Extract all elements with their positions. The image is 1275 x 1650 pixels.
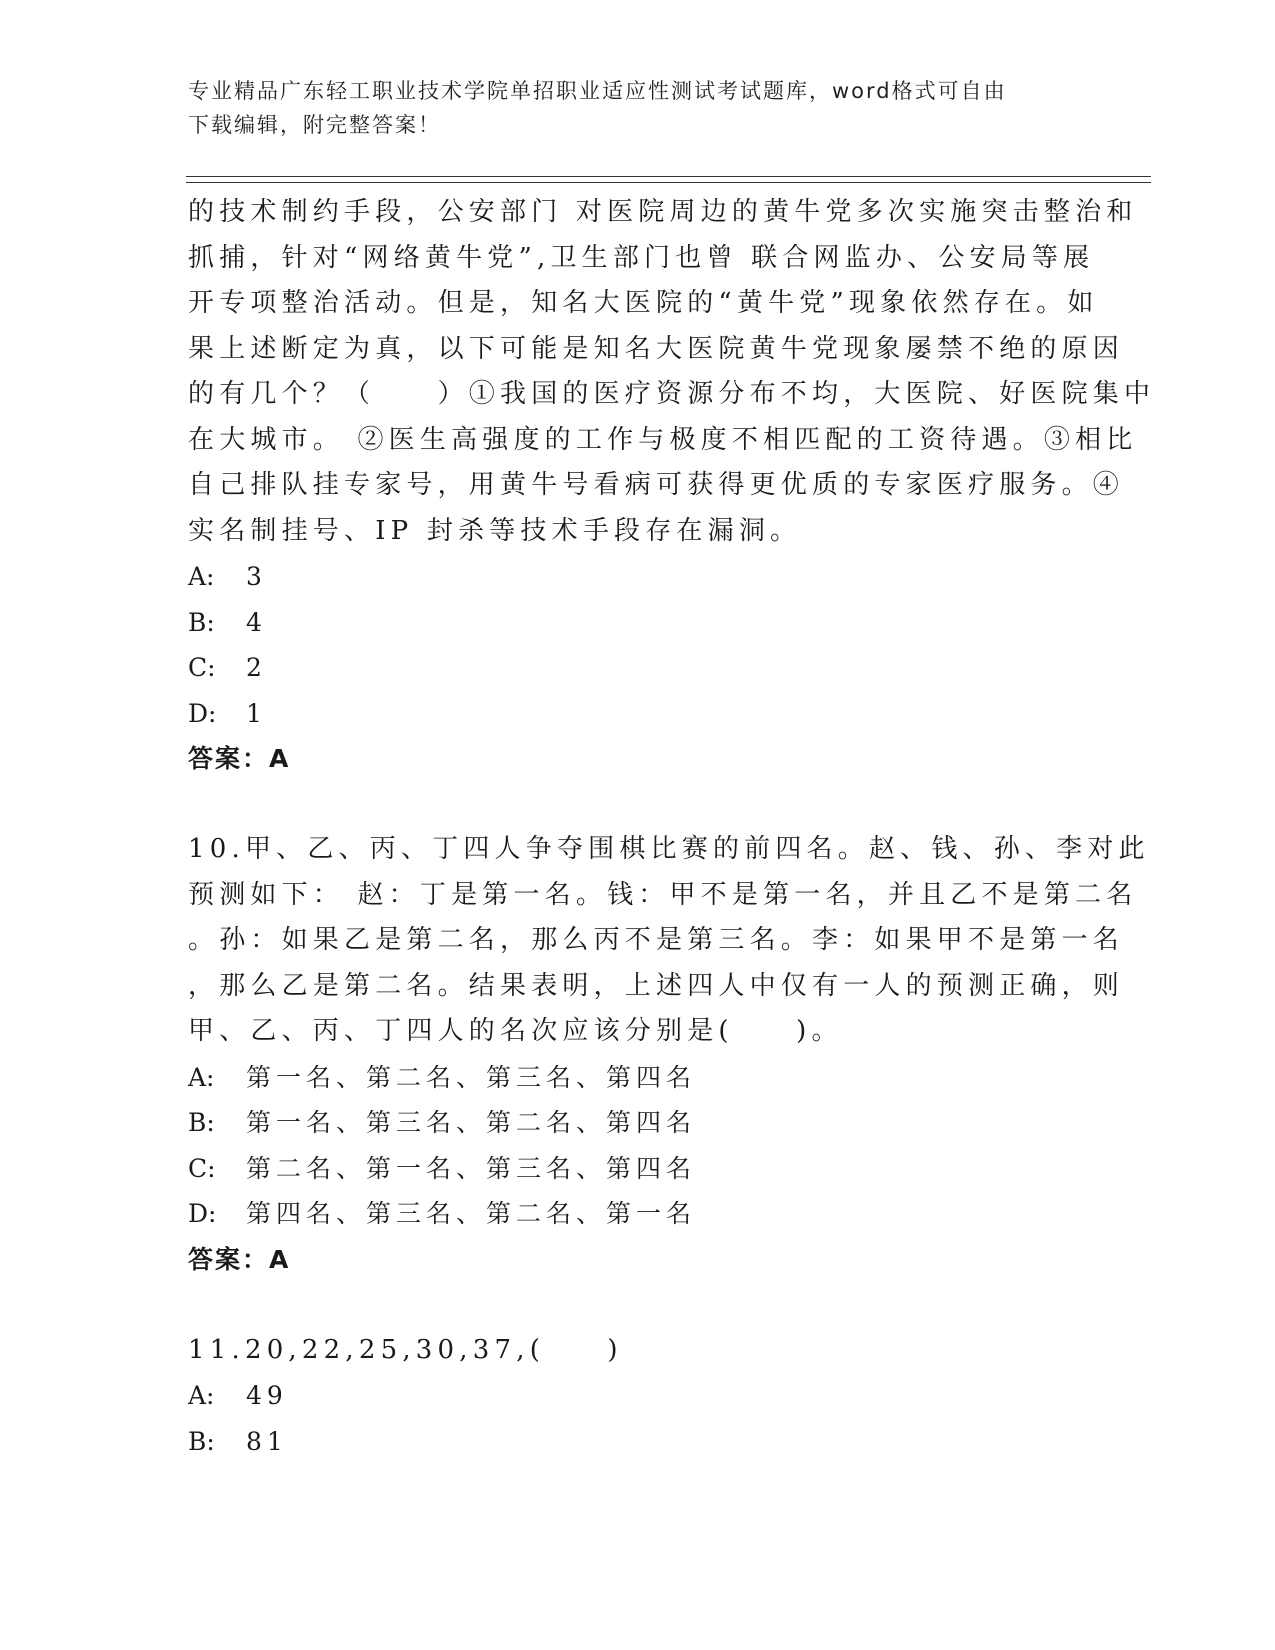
- option-value: 4: [246, 607, 267, 637]
- question-text-line: 10.甲、乙、丙、丁四人争夺围棋比赛的前四名。赵、钱、孙、李对此: [188, 834, 1150, 864]
- question-text-line: 甲、乙、丙、丁四人的名次应该分别是( )。: [188, 1016, 843, 1046]
- header-divider-top: [186, 176, 1151, 177]
- option-value: 49: [246, 1381, 288, 1410]
- option-d: [188, 691, 1068, 737]
- option-d: [188, 1191, 1068, 1237]
- option-value: 第二名、第一名、第三名、第四名: [246, 1153, 697, 1183]
- option-value: 1: [246, 698, 267, 728]
- option-key: C:: [188, 653, 216, 682]
- option-key: A:: [188, 562, 215, 591]
- header-divider-bottom: [186, 182, 1151, 183]
- header-line-2: 下载编辑，附完整答案！: [188, 113, 441, 137]
- question-9: [188, 190, 1156, 782]
- question-text-line: 预测如下： 赵：丁是第一名。钱：甲不是第一名，并且乙不是第二名: [188, 879, 1138, 910]
- header-line-1: 专业精品广东轻工职业技术学院单招职业适应性测试考试题库，word格式可自由: [188, 79, 1007, 103]
- option-key: C:: [188, 1153, 216, 1183]
- question-text-line: 的有几个？（ ）①我国的医疗资源分布不均，大医院、好医院集中: [188, 379, 1156, 409]
- question-text-line: 在大城市。 ②医生高强度的工作与极度不相匹配的工资待遇。③相比: [188, 424, 1138, 455]
- answer-label: 答案：A: [188, 1244, 291, 1274]
- question-text-line: 。孙：如果乙是第二名，那么丙不是第三名。李：如果甲不是第一名: [188, 925, 1125, 955]
- option-b: [188, 1419, 1068, 1465]
- option-c: [188, 1146, 1068, 1192]
- option-b: [188, 1100, 1068, 1146]
- question-text-line: 实名制挂号、IP 封杀等技术手段存在漏洞。: [188, 515, 802, 546]
- option-a: [188, 554, 1068, 600]
- question-text-line: ，那么乙是第二名。结果表明，上述四人中仅有一人的预测正确，则: [188, 970, 1125, 1001]
- question-10: [188, 827, 1150, 1282]
- spacer: [188, 1282, 1068, 1328]
- option-key: B:: [188, 1108, 215, 1137]
- option-key: A:: [188, 1062, 215, 1092]
- option-a: [188, 1055, 1068, 1101]
- option-value: 第一名、第二名、第三名、第四名: [246, 1062, 697, 1092]
- option-a: [188, 1373, 1068, 1419]
- question-text-line: 自己排队挂专家号，用黄牛号看病可获得更优质的专家医疗服务。④: [188, 470, 1125, 500]
- option-key: A:: [188, 1381, 215, 1410]
- question-text-line: 的技术制约手段，公安部门 对医院周边的黄牛党多次实施突击整治和: [188, 197, 1138, 227]
- option-c: [188, 645, 1068, 691]
- option-key: B:: [188, 1426, 215, 1456]
- option-key: D:: [188, 698, 217, 728]
- option-value: 第四名、第三名、第二名、第一名: [246, 1199, 697, 1228]
- document-header: [188, 74, 1068, 142]
- option-b: [188, 600, 1068, 646]
- option-value: 第一名、第三名、第二名、第四名: [246, 1108, 697, 1137]
- option-key: D:: [188, 1199, 217, 1228]
- option-key: B:: [188, 607, 215, 637]
- question-text-line: 11.20,22,25,30,37,( ): [188, 1334, 623, 1365]
- option-value: 2: [246, 653, 267, 682]
- question-text-line: 果上述断定为真，以下可能是知名大医院黄牛党现象屡禁不绝的原因: [188, 333, 1125, 364]
- option-value: 3: [246, 562, 267, 591]
- document-body: [188, 190, 1156, 1464]
- question-text-line: 抓捕，针对“网络黄牛党”,卫生部门也曾 联合网监办、公安局等展: [188, 242, 1095, 273]
- question-11: [188, 1328, 1068, 1465]
- option-value: 81: [246, 1426, 288, 1456]
- answer-label: 答案：A: [188, 744, 291, 773]
- question-text-line: 开专项整治活动。但是，知名大医院的“黄牛党”现象依然存在。如: [188, 288, 1099, 318]
- spacer: [188, 782, 1068, 828]
